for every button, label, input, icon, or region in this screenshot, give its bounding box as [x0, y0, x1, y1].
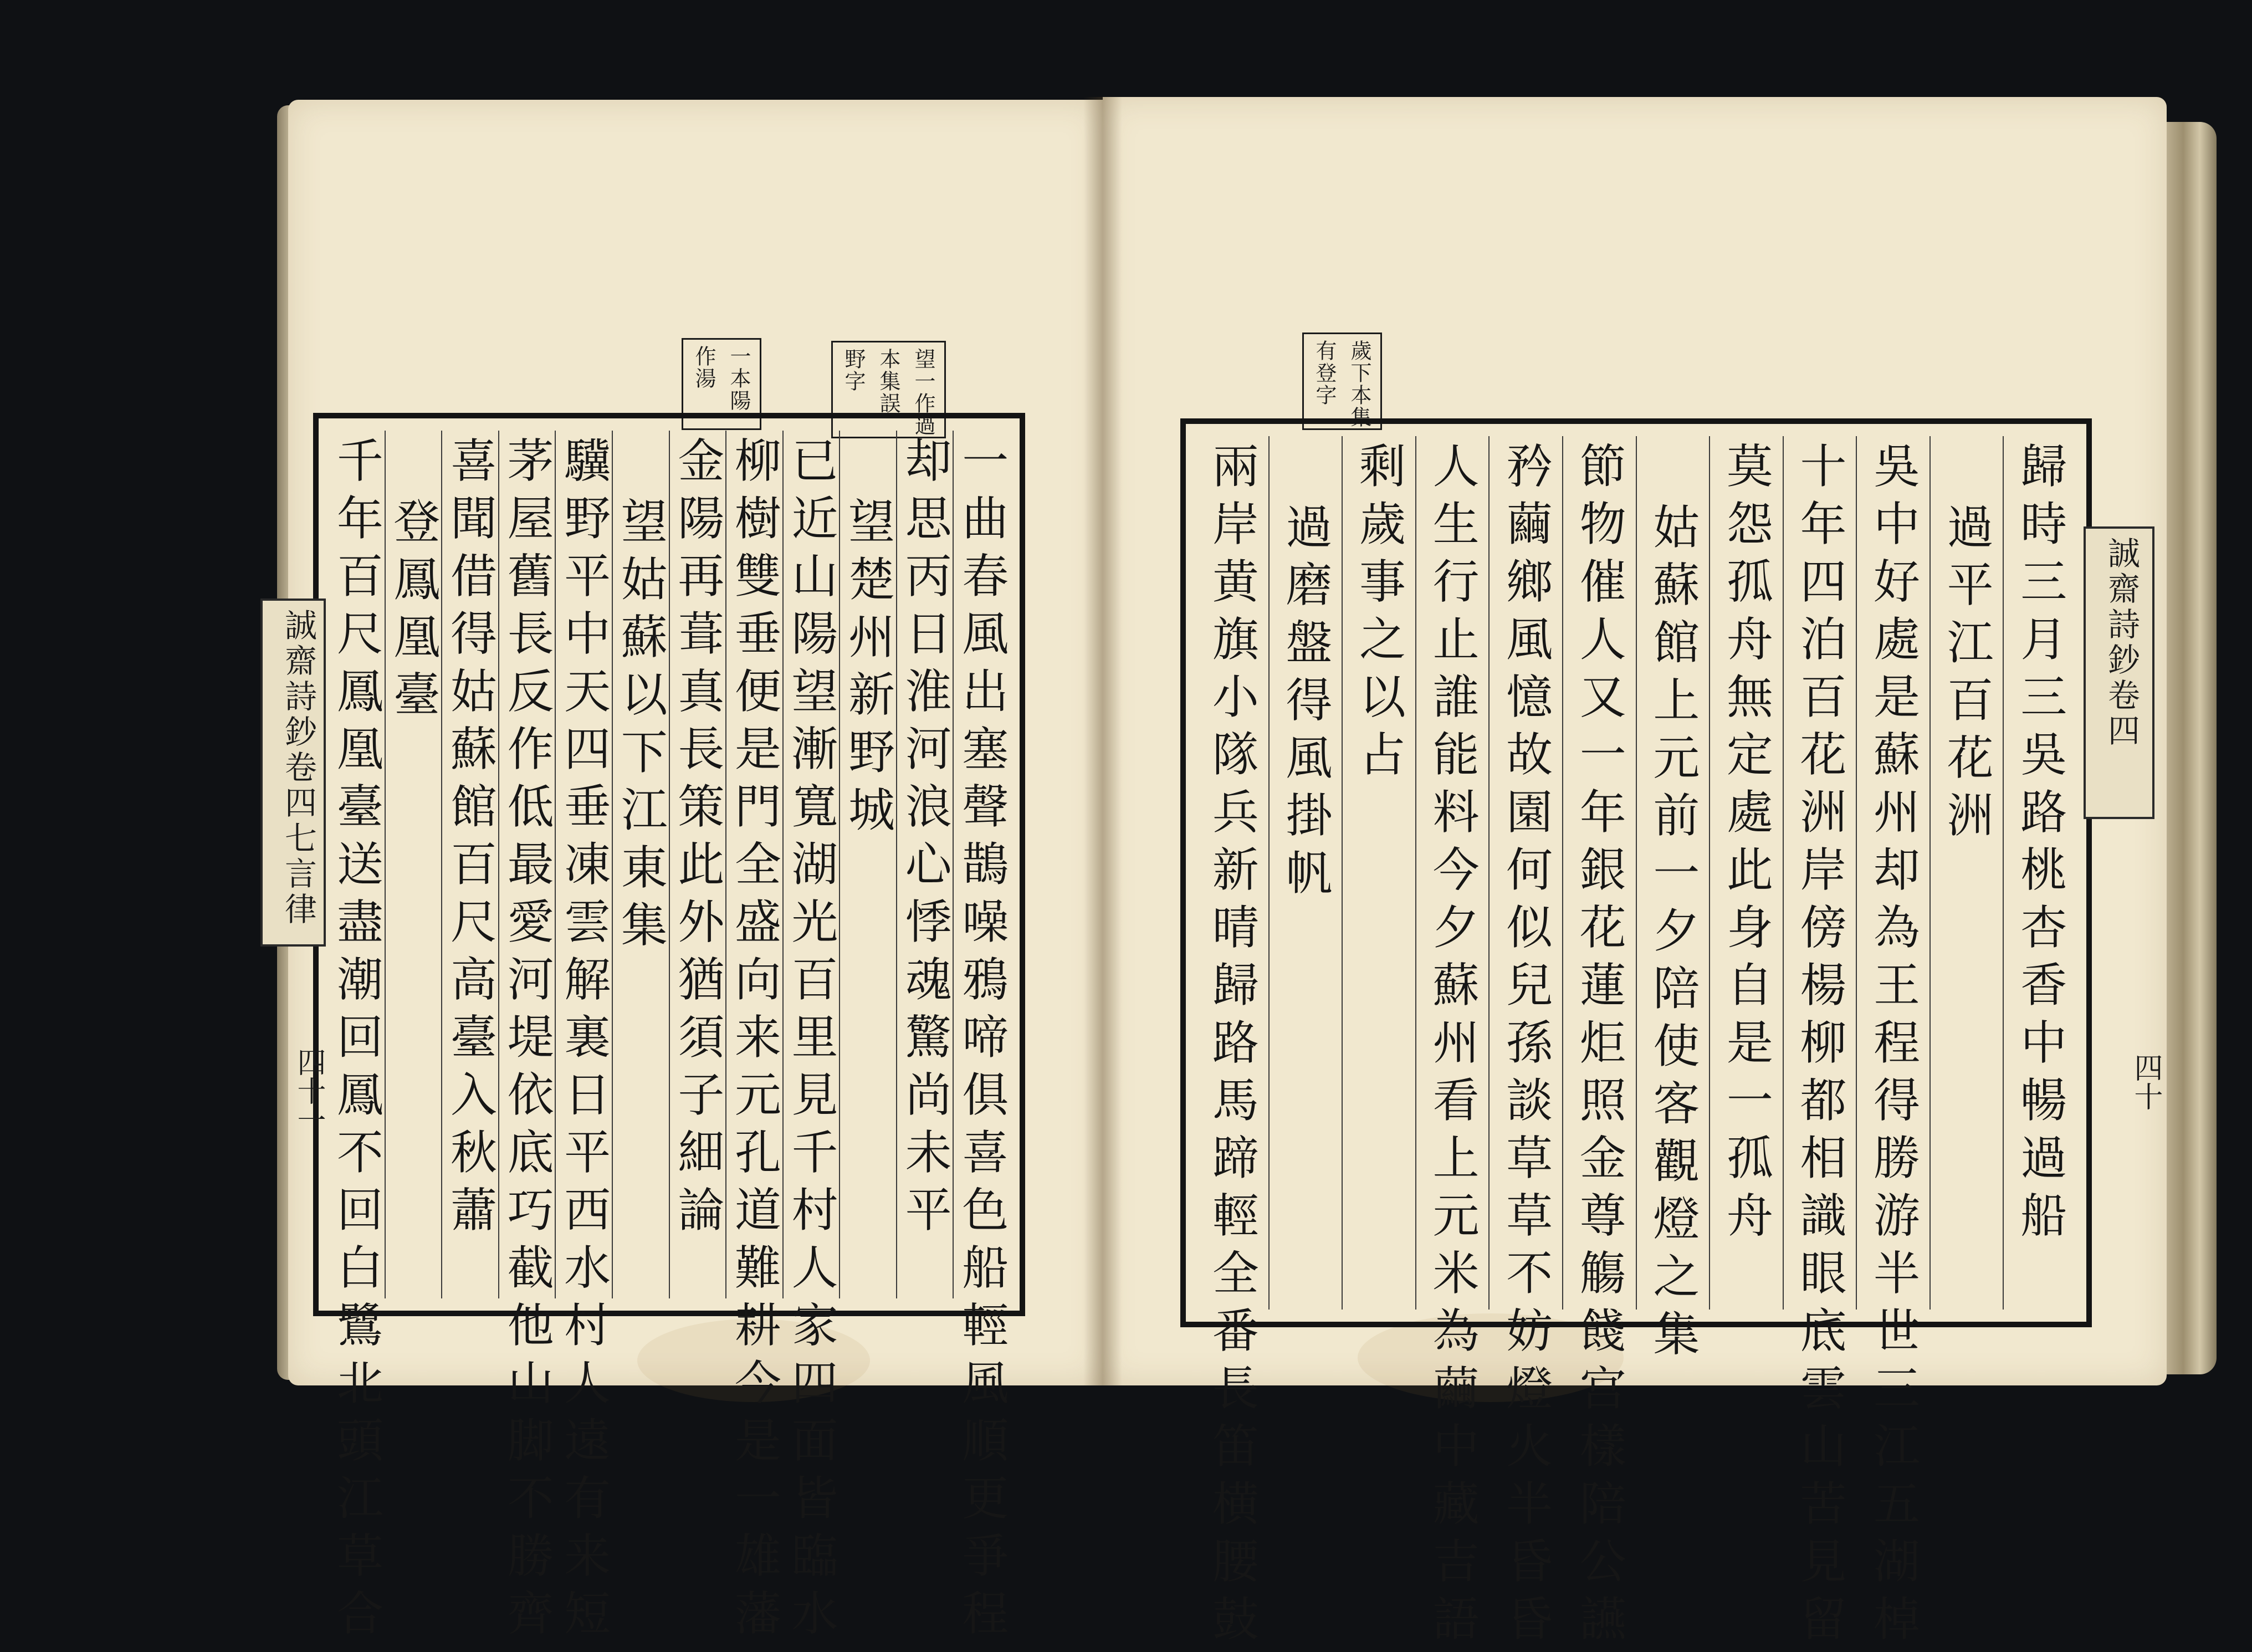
- text-column: [329, 431, 386, 1646]
- poem-line: 莫怨孤舟無定處此身自是一孤舟: [1719, 442, 1774, 1249]
- left-text-frame: [313, 413, 1025, 1646]
- poem-line: 金陽再葺真長策此外猶須子細論: [670, 436, 725, 1243]
- margin-note-line: 本集誤: [876, 348, 900, 415]
- right-columns: [1196, 436, 2076, 1652]
- poem-line: 一曲春風出塞聲鵲噪鴉啼俱喜色船輕風順更爭程: [954, 436, 1009, 1646]
- text-column: [1416, 436, 1490, 1652]
- left-columns: [329, 431, 1010, 1646]
- text-column: [556, 431, 613, 1646]
- margin-note-line: 野字: [841, 348, 866, 392]
- text-column: [1563, 436, 1637, 1652]
- poem-line: 剩歲事之以占: [1352, 442, 1406, 787]
- margin-note: [1302, 333, 1382, 430]
- margin-note-line: 一本陽: [726, 345, 751, 412]
- poem-title: 過磨盤得風掛帆: [1278, 503, 1333, 906]
- text-column: [954, 431, 1010, 1646]
- right-text-frame: [1180, 418, 2092, 1652]
- text-column: [1270, 436, 1343, 1310]
- text-column: [1931, 436, 2004, 1310]
- poem-line: 喜聞借得姑蘇館百尺高臺入秋蕭: [443, 436, 498, 1243]
- right-spine-label: [2084, 526, 2154, 819]
- poem-line: 矜繭鄉風憶故園何似兒孫談草草不妨燈火半昏昏: [1498, 442, 1553, 1652]
- poem-line: 兩岸黄旗小隊兵新晴歸路馬蹄輕全番長笛横腰鼓: [1205, 442, 1260, 1652]
- text-column: [1490, 436, 1563, 1652]
- poem-line: 吳中好處是蘇州却為王程得勝游半世三江五湖棹: [1866, 442, 1921, 1652]
- poem-line: 驥野平中天四垂凍雲解裏日平西水村人遠有来短: [556, 436, 611, 1646]
- text-column: [1784, 436, 1857, 1652]
- poem-title: 望楚州新野城: [841, 497, 895, 843]
- text-column: [386, 431, 443, 1298]
- text-column: [840, 431, 897, 1298]
- text-column: [613, 431, 670, 1298]
- text-column: [2004, 436, 2076, 1310]
- text-column: [897, 431, 954, 1298]
- poem-line: 千年百尺鳳凰臺送盡潮回鳳不回白鷺北頭江草合: [329, 436, 384, 1646]
- left-spine-label: [260, 599, 326, 947]
- poem-line: 十年四泊百花洲岸傍楊柳都相識眼底雲山苦見留: [1792, 442, 1847, 1652]
- text-column: [726, 431, 784, 1646]
- margin-note-line: 望一作過: [911, 348, 935, 437]
- poem-line: 柳樹雙垂便是門全盛向来元孔道難耕今是一雄藩: [727, 436, 782, 1646]
- poem-title: 姑蘇館上元前一夕陪使客觀燈之集: [1645, 503, 1700, 1367]
- poem-title: 過平江百花洲: [1939, 503, 1994, 848]
- text-column: [1857, 436, 1931, 1652]
- spine-label-text: 誠齋詩鈔卷四七言律: [279, 608, 317, 928]
- text-column: [1710, 436, 1784, 1310]
- text-column: [499, 431, 556, 1646]
- margin-note-line: 歲下本集: [1347, 340, 1371, 428]
- poem-line: 歸時三月三吳路桃杏香中暢過船: [2013, 442, 2067, 1249]
- poem-title: 登鳳凰臺: [386, 497, 441, 728]
- text-column: [784, 431, 841, 1646]
- poem-title: 望姑蘇以下江東集: [613, 497, 668, 958]
- text-column: [1196, 436, 1270, 1652]
- text-column: [1343, 436, 1416, 1310]
- right-page-number: 四十: [2129, 1053, 2162, 1111]
- text-column: [670, 431, 727, 1298]
- text-column: [442, 431, 499, 1298]
- spine-label-text: 誠齋詩鈔卷四: [2102, 536, 2140, 749]
- poem-line: 人生行止誰能料今夕蘇州看上元米為繭中藏吉語: [1425, 442, 1480, 1652]
- margin-note-line: 作湯: [692, 345, 716, 390]
- left-page-number: 四十一: [292, 1047, 325, 1134]
- book-gutter: [1083, 97, 1122, 1385]
- poem-line: 茅屋舊長反作低最愛河堤依底巧截他山脚不勝齊: [500, 436, 555, 1646]
- poem-line: 已近山陽望漸寬湖光百里見千村人家四面皆臨水: [784, 436, 838, 1646]
- poem-line: 節物催人又一年銀花蓮炬照金尊觴餞宫樣陪公讌: [1572, 442, 1627, 1652]
- margin-note-line: 有登字: [1312, 340, 1337, 406]
- right-page-edges: [2161, 122, 2217, 1374]
- poem-line: 却思丙日淮河浪心悸魂驚尚未平: [898, 436, 953, 1243]
- text-column: [1637, 436, 1711, 1367]
